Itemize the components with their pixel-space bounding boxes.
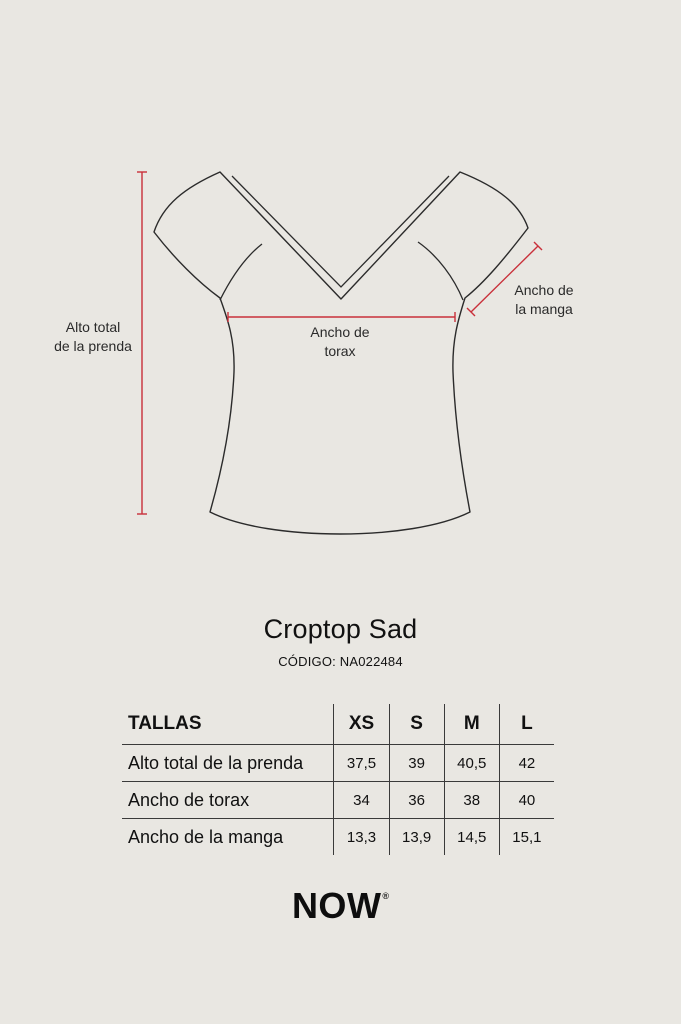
- header-size-s: S: [389, 704, 444, 745]
- size-table-header: [122, 704, 554, 745]
- manga-label-line2: la manga: [515, 301, 573, 317]
- table-row: [122, 782, 554, 819]
- torax-label: [290, 323, 390, 361]
- alto-label-line2: de la prenda: [54, 338, 132, 354]
- product-title: Croptop Sad: [263, 614, 418, 644]
- neckline-inner: [232, 176, 449, 287]
- cell-value: 13,9: [389, 819, 444, 856]
- product-code: CÓDIGO: NA022484: [278, 654, 403, 669]
- torax-measure-line: [228, 312, 455, 322]
- cell-value: 38: [444, 782, 499, 819]
- cell-value: 36: [389, 782, 444, 819]
- alto-label-line1: Alto total: [65, 319, 121, 335]
- cell-value: 39: [389, 745, 444, 782]
- row-label: Alto total de la prenda: [128, 752, 304, 773]
- cell-value: 37,5: [334, 745, 389, 782]
- registered-mark: ®: [382, 891, 390, 901]
- table-row: [122, 819, 554, 856]
- manga-label: [500, 281, 588, 319]
- brand-name: NOW: [291, 885, 382, 926]
- cell-value: 34: [334, 782, 389, 819]
- raglan-seam-left: [220, 244, 262, 300]
- raglan-seam-right: [418, 242, 463, 300]
- alto-label: [38, 318, 148, 356]
- row-label: Ancho de torax: [122, 782, 334, 819]
- header-size-l: L: [499, 704, 554, 745]
- header-size-xs: XS: [334, 704, 389, 745]
- table-row: [122, 745, 554, 782]
- header-size-m: M: [444, 704, 499, 745]
- row-label: Ancho de la manga: [122, 819, 334, 856]
- cell-value: 14,5: [444, 819, 499, 856]
- torax-label-line2: torax: [324, 343, 356, 359]
- cell-value: 42: [499, 745, 554, 782]
- size-table: [122, 704, 554, 855]
- torax-label-line1: Ancho de: [310, 324, 370, 340]
- brand-logo: [0, 885, 681, 927]
- cell-value: 40: [499, 782, 554, 819]
- cell-value: 15,1: [499, 819, 554, 856]
- cell-value: 40,5: [444, 745, 499, 782]
- header-tallas: TALLAS: [122, 704, 334, 745]
- cell-value: 13,3: [334, 819, 389, 856]
- manga-label-line1: Ancho de: [514, 282, 574, 298]
